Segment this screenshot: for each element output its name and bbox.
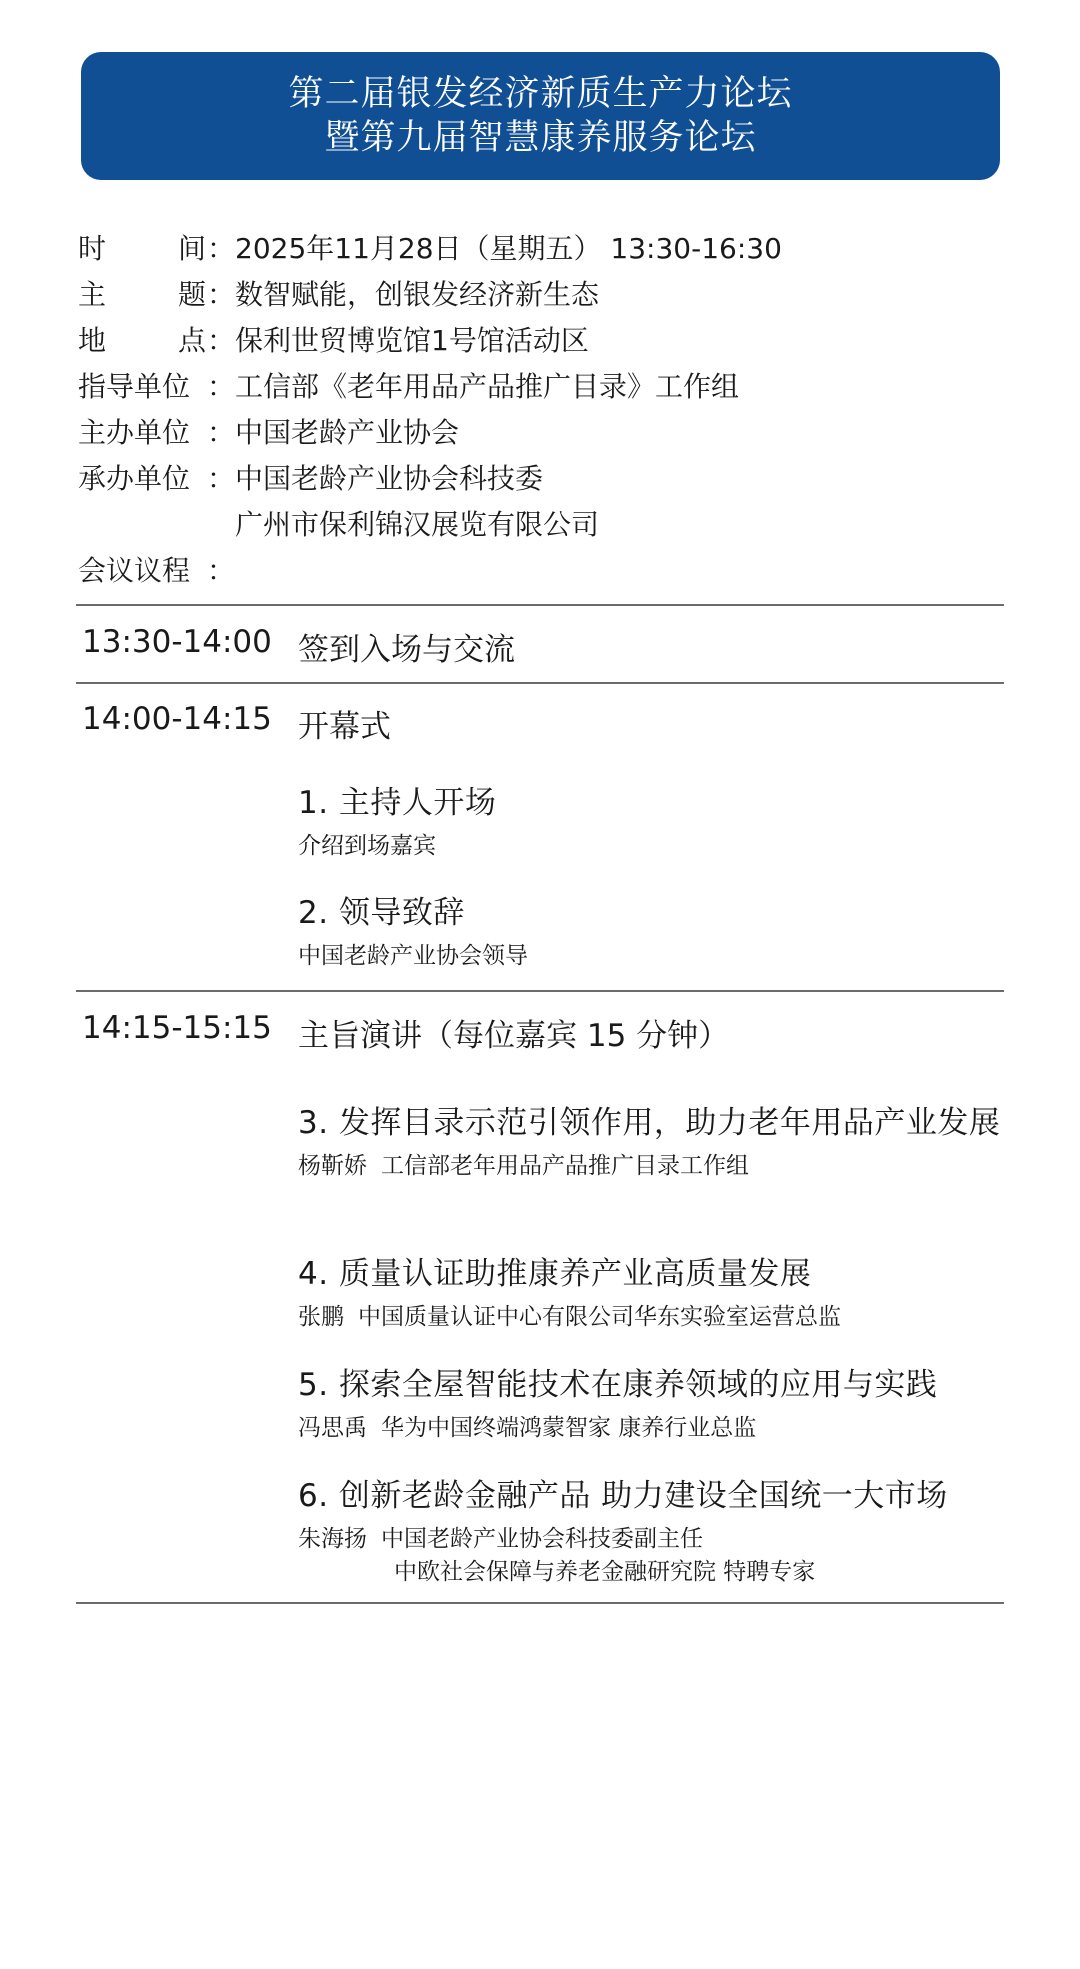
- info-row-agenda: 会议议程 ：: [78, 546, 998, 592]
- agenda-item: [298, 893, 1008, 973]
- keynote-speaker: [298, 1301, 1008, 1334]
- info-row-venue: 地 点 ： 保利世贸博览馆1号馆活动区: [78, 316, 998, 362]
- info-value-venue: 保利世贸博览馆1号馆活动区: [235, 324, 589, 357]
- keynote-item: [298, 1254, 1008, 1334]
- info-value-host: 中国老龄产业协会: [235, 416, 460, 449]
- info-label-time: 时 间: [78, 232, 206, 265]
- agenda-time: 13:30-14:00: [82, 624, 272, 660]
- info-value-theme: 数智赋能，创银发经济新生态: [235, 278, 600, 311]
- speaker-name: 张鹏: [298, 1304, 344, 1330]
- agenda-title: 主旨演讲（每位嘉宾 15 分钟）: [298, 1018, 730, 1054]
- agenda-divider: [76, 990, 1004, 992]
- agenda-item-note: 中国老龄产业协会领导: [298, 943, 528, 969]
- title-banner: [81, 52, 1000, 180]
- agenda-time: 14:00-14:15: [82, 701, 272, 737]
- agenda-title: 开幕式: [298, 709, 391, 745]
- agenda-item-title: 1. 主持人开场: [298, 785, 497, 821]
- info-label-theme: 主 题: [78, 278, 206, 311]
- agenda-title: 签到入场与交流: [298, 632, 515, 668]
- agenda-divider: [76, 1602, 1004, 1604]
- info-row-organizer-2: [78, 500, 998, 546]
- speaker-org: 华为中国终端鸿蒙智家 康养行业总监: [381, 1415, 757, 1441]
- speaker-org: 工信部老年用品产品推广目录工作组: [381, 1153, 749, 1179]
- speaker-name: 冯思禹: [298, 1415, 367, 1441]
- banner-title-line-1: 第二届银发经济新质生产力论坛: [288, 74, 793, 114]
- agenda-divider: [76, 682, 1004, 684]
- agenda-time: 14:15-15:15: [82, 1010, 272, 1046]
- keynote-item: [298, 1103, 1008, 1183]
- speaker-name: 杨靳娇: [298, 1153, 367, 1179]
- keynote-title: 3. 发挥目录示范引领作用，助力老年用品产业发展: [298, 1105, 1001, 1141]
- keynote-title: 4. 质量认证助推康养产业高质量发展: [298, 1256, 812, 1292]
- info-label-venue: 地 点: [78, 324, 206, 357]
- keynote-item: [298, 1365, 1008, 1445]
- info-label-guidance: 指导单位: [78, 370, 191, 403]
- info-label-host: 主办单位: [78, 416, 191, 449]
- info-row-organizer: 承办单位 ： 中国老龄产业协会科技委: [78, 454, 998, 500]
- banner-title-line-2: 暨第九届智慧康养服务论坛: [324, 118, 757, 158]
- speaker-org: 中国质量认证中心有限公司华东实验室运营总监: [358, 1304, 841, 1330]
- agenda-item-note: 介绍到场嘉宾: [298, 833, 436, 859]
- info-row-host: 主办单位 ： 中国老龄产业协会: [78, 408, 998, 454]
- speaker-org: 中国老龄产业协会科技委副主任: [381, 1526, 703, 1552]
- info-row-time: 时 间 ： 2025年11月28日（星期五） 13:30-16:30: [78, 224, 998, 270]
- keynote-title: 6. 创新老龄金融产品 助力建设全国统一大市场: [298, 1478, 948, 1514]
- agenda-item-title: 2. 领导致辞: [298, 895, 465, 931]
- info-value-guidance: 工信部《老年用品产品推广目录》工作组: [235, 370, 740, 403]
- speaker-name: 朱海扬: [298, 1526, 367, 1552]
- info-row-theme: 主 题 ： 数智赋能，创银发经济新生态: [78, 270, 998, 316]
- keynote-item: [298, 1476, 1008, 1589]
- keynote-speaker: [298, 1150, 1008, 1183]
- info-value-time: 2025年11月28日（星期五） 13:30-16:30: [235, 232, 782, 265]
- agenda-divider: [76, 604, 1004, 606]
- speaker-org-line-2: 中欧社会保障与养老金融研究院 特聘专家: [394, 1559, 816, 1585]
- info-value-organizer: 中国老龄产业协会科技委: [235, 462, 544, 495]
- keynote-speaker: [298, 1523, 1008, 1556]
- info-label-agenda: 会议议程: [78, 554, 191, 587]
- info-value-organizer-2: 广州市保利锦汉展览有限公司: [235, 508, 600, 541]
- info-row-guidance: 指导单位 ： 工信部《老年用品产品推广目录》工作组: [78, 362, 998, 408]
- keynote-speaker: [298, 1412, 1008, 1445]
- info-label-organizer: 承办单位: [78, 462, 191, 495]
- keynote-title: 5. 探索全屋智能技术在康养领域的应用与实践: [298, 1367, 938, 1403]
- event-info: [78, 224, 998, 592]
- agenda-item: [298, 783, 1008, 863]
